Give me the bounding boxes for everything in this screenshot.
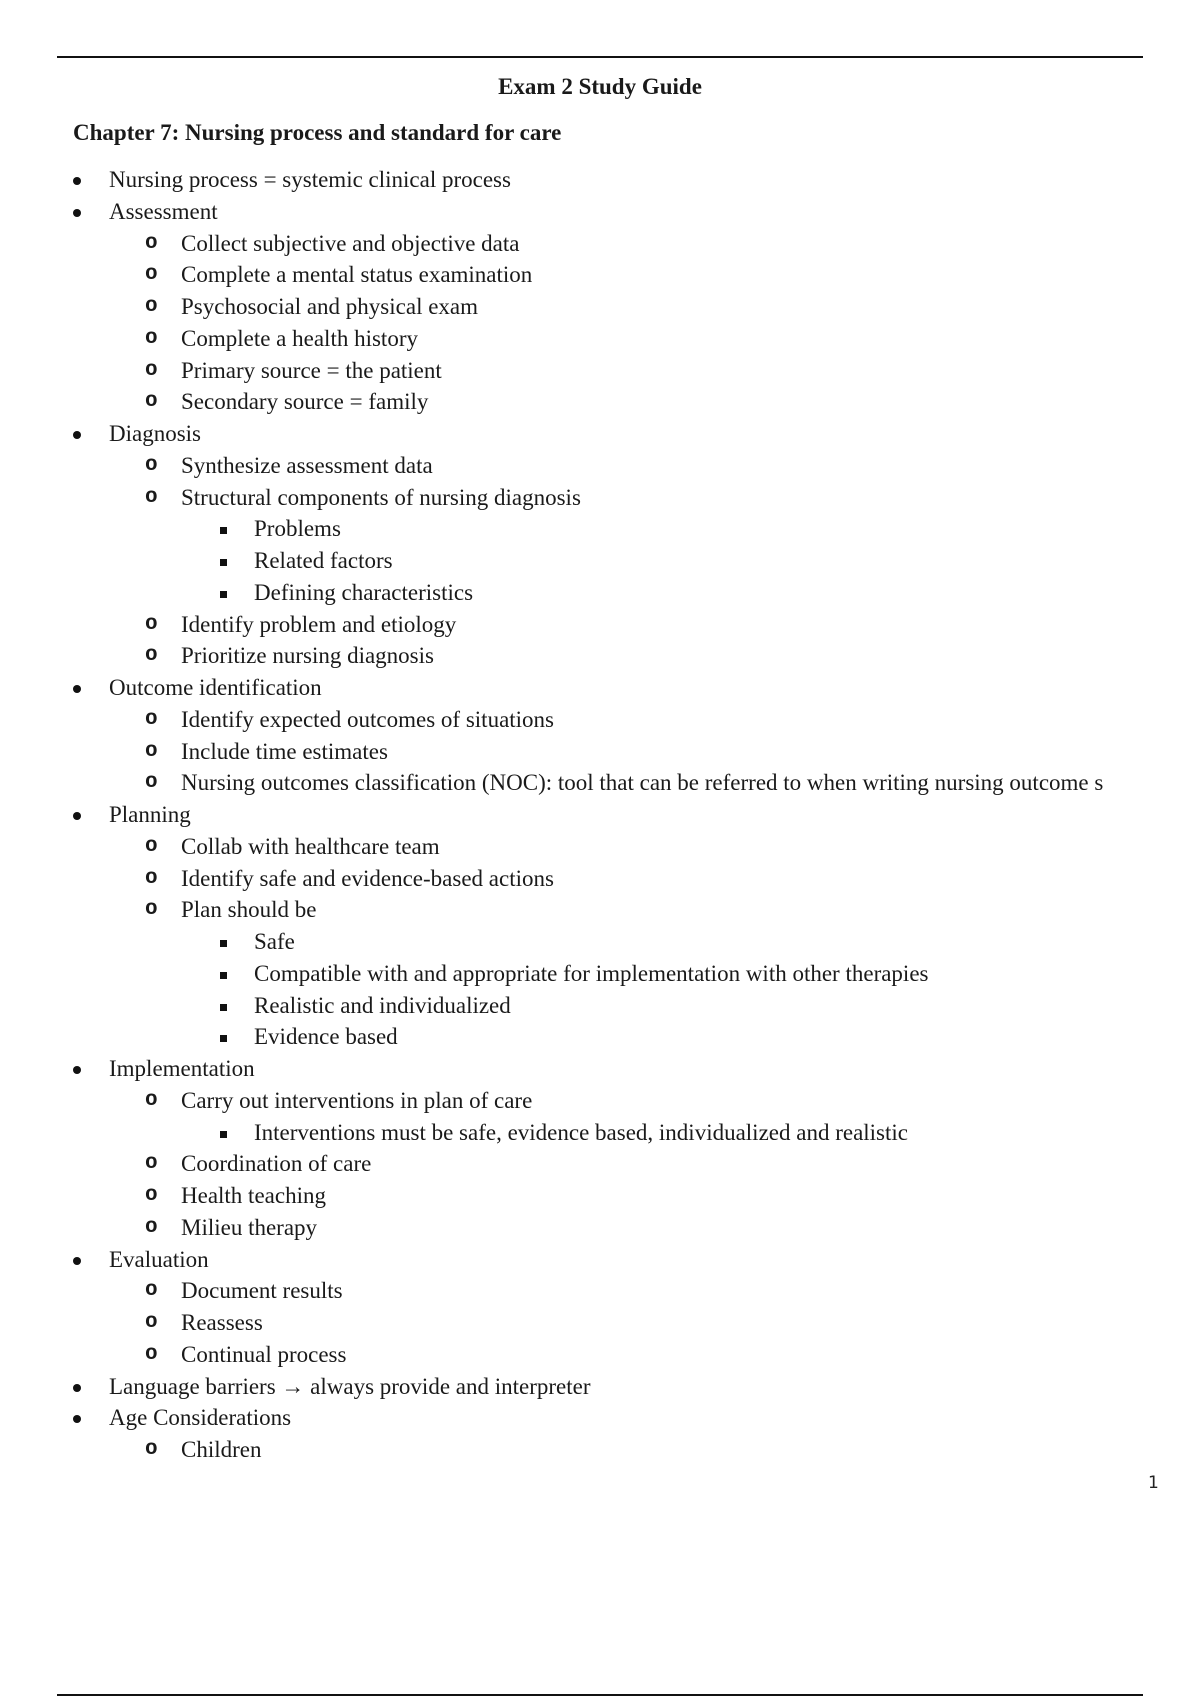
outline-item-text: Nursing process = systemic clinical process [109, 167, 511, 192]
chapter-heading: Chapter 7: Nursing process and standard for care [73, 120, 562, 145]
outline-item-text: Identify safe and evidence-based actions [181, 865, 554, 891]
bullet-square-icon [220, 1004, 227, 1011]
outline-item-level-3 [0, 578, 1200, 610]
outline-item-text: Carry out interventions in plan of care [181, 1087, 533, 1113]
bullet-circle-icon: o [145, 866, 158, 890]
outline-item-text: Compatible with and appropriate for implementation with other therapies [254, 960, 929, 986]
outline-item-level-2 [0, 1340, 1200, 1372]
bullet-circle-icon: o [145, 771, 158, 795]
outline-item-text: Secondary source = family [181, 389, 429, 415]
bullet-circle-icon: o [145, 263, 158, 287]
outline-item-level-2 [0, 641, 1200, 673]
outline-item-text: Primary source = the patient [181, 357, 442, 383]
outline-item-text: Assessment [109, 198, 218, 224]
outline-item-text: Implementation [109, 1056, 255, 1081]
page-title: Exam 2 Study Guide [498, 74, 702, 99]
bullet-square-icon [220, 972, 227, 979]
outline-item-level-2 [0, 768, 1200, 800]
outline-item-level-1 [0, 1054, 1200, 1086]
outline-item-level-2 [0, 1213, 1200, 1245]
outline-item-level-2 [0, 705, 1200, 737]
bullet-circle-icon: o [145, 390, 158, 414]
bullet-square-icon [220, 940, 227, 947]
bullet-disc-icon [73, 685, 81, 693]
bullet-circle-icon: o [145, 295, 158, 318]
outline-item-text: Related factors [254, 548, 393, 573]
outline-item-level-1 [0, 800, 1200, 832]
bottom-rule [57, 1694, 1143, 1696]
outline-item-text: Include time estimates [181, 738, 388, 764]
bullet-circle-icon: o [145, 834, 158, 858]
bullet-circle-icon: o [145, 1438, 158, 1461]
outline-item-text: Psychosocial and physical exam [181, 294, 479, 319]
outline-item-level-1 [0, 165, 1200, 197]
bullet-square-icon [220, 1035, 227, 1042]
page-number: 1 [1148, 1473, 1159, 1493]
outline-item-level-1 [0, 197, 1200, 229]
outline-item-text: Evidence based [254, 1024, 398, 1050]
outline-item-level-3 [0, 991, 1200, 1023]
bullet-disc-icon [73, 812, 81, 820]
outline-item-text: Problems [254, 516, 341, 542]
bullet-square-icon [220, 559, 227, 566]
outline-item-level-3 [0, 546, 1200, 578]
bullet-circle-icon: o [145, 485, 158, 509]
outline-item-text: Continual process [181, 1341, 347, 1367]
outline-item-level-2 [0, 1086, 1200, 1118]
outline-item-level-1 [0, 419, 1200, 451]
outline-item-text: Coordination of care [181, 1151, 372, 1177]
bullet-disc-icon [73, 1415, 81, 1423]
outline-item-level-2 [0, 483, 1200, 515]
outline-item-text: Synthesize assessment data [181, 452, 433, 478]
outline-item-text: Identify problem and etiology [181, 611, 457, 637]
outline-item-level-2 [0, 1435, 1200, 1467]
outline-item-level-3 [0, 1118, 1200, 1150]
outline-item-level-2 [0, 260, 1200, 292]
outline-item-level-2 [0, 1149, 1200, 1181]
bullet-disc-icon [73, 1384, 81, 1392]
outline-item-text: Document results [181, 1278, 343, 1304]
outline-item-level-2 [0, 292, 1200, 324]
bullet-circle-icon: o [145, 612, 158, 636]
outline-item-level-1 [0, 673, 1200, 705]
outline-item-level-2 [0, 324, 1200, 356]
outline-item-text: Diagnosis [109, 421, 201, 446]
bullet-circle-icon: o [145, 707, 158, 731]
bullet-circle-icon: o [145, 1342, 158, 1366]
outline-item-level-2 [0, 451, 1200, 483]
outline-item-text: Language barriers → always provide and interpreter [109, 1373, 591, 1399]
outline-item-text: Children [181, 1437, 262, 1462]
outline-item-text: Collect subjective and objective data [181, 230, 520, 256]
outline-item-level-3 [0, 514, 1200, 546]
outline-item-text: Structural components of nursing diagnosis [181, 484, 581, 510]
outline-item-text: Complete a mental status examination [181, 262, 533, 288]
bullet-circle-icon: o [145, 453, 158, 477]
outline-item-text: Milieu therapy [181, 1214, 318, 1240]
outline-list [0, 165, 1200, 1467]
bullet-circle-icon: o [145, 358, 158, 382]
outline-item-level-2 [0, 356, 1200, 388]
bullet-circle-icon: o [145, 1088, 158, 1112]
outline-item-text: Complete a health history [181, 325, 418, 351]
outline-item-level-3 [0, 927, 1200, 959]
outline-item-text: Safe [254, 929, 295, 954]
bullet-disc-icon [73, 1257, 81, 1265]
bullet-square-icon [220, 527, 227, 534]
bullet-disc-icon [73, 177, 81, 185]
outline-item-text: Interventions must be safe, evidence based, individualized and realistic [254, 1119, 908, 1145]
outline-item-level-2 [0, 737, 1200, 769]
outline-item-level-1 [0, 1245, 1200, 1277]
bullet-circle-icon: o [145, 898, 158, 922]
outline-item-level-2 [0, 864, 1200, 896]
outline-item-text: Prioritize nursing diagnosis [181, 643, 434, 669]
outline-item-text: Identify expected outcomes of situations [181, 706, 555, 732]
outline-item-level-2 [0, 387, 1200, 419]
outline-item-text: Reassess [181, 1310, 263, 1335]
outline-item-level-2 [0, 229, 1200, 261]
bullet-disc-icon [73, 431, 81, 439]
top-rule [57, 56, 1143, 58]
outline-item-text: Realistic and individualized [254, 992, 511, 1018]
outline-item-level-2 [0, 1308, 1200, 1340]
outline-item-level-2 [0, 1181, 1200, 1213]
bullet-circle-icon: o [145, 231, 158, 255]
outline-item-text: Age Considerations [109, 1405, 292, 1431]
outline-item-level-2 [0, 832, 1200, 864]
bullet-square-icon [220, 591, 227, 598]
bullet-circle-icon: o [145, 1152, 158, 1176]
bullet-circle-icon: o [145, 1311, 158, 1334]
outline-item-text: Outcome identification [109, 675, 322, 700]
outline-item-level-2 [0, 895, 1200, 927]
bullet-circle-icon: o [145, 1279, 158, 1303]
outline-item-level-2 [0, 1276, 1200, 1308]
bullet-disc-icon [73, 209, 81, 217]
bullet-circle-icon: o [145, 739, 158, 763]
outline-item-text: Nursing outcomes classification (NOC): tool that can be referred to when writing nursing outcome s [181, 770, 1104, 796]
outline-item-level-2 [0, 610, 1200, 642]
bullet-circle-icon: o [145, 326, 158, 350]
bullet-circle-icon: o [145, 1215, 158, 1239]
bullet-circle-icon: o [145, 644, 158, 668]
outline-item-text: Evaluation [109, 1246, 209, 1272]
outline-item-level-1 [0, 1372, 1200, 1404]
outline-item-level-1 [0, 1403, 1200, 1435]
outline-item-text: Planning [109, 802, 191, 827]
bullet-square-icon [220, 1131, 227, 1138]
outline-item-level-3 [0, 959, 1200, 991]
outline-item-text: Plan should be [181, 897, 317, 923]
outline-item-text: Health teaching [181, 1183, 326, 1208]
outline-item-level-3 [0, 1022, 1200, 1054]
outline-item-text: Collab with healthcare team [181, 833, 440, 859]
bullet-disc-icon [73, 1066, 81, 1074]
bullet-circle-icon: o [145, 1184, 158, 1207]
outline-item-text: Defining characteristics [254, 579, 474, 605]
